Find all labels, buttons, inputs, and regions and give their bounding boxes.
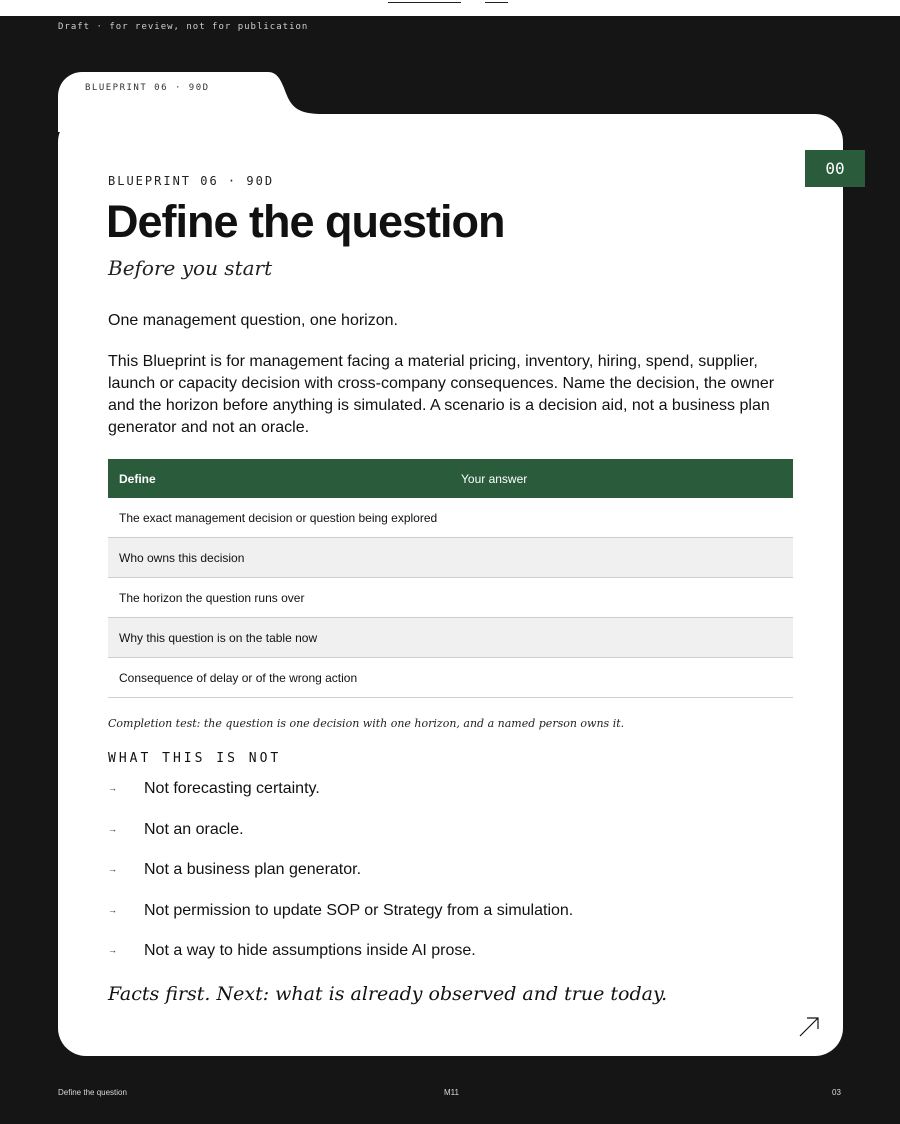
arrow-right-icon: → — [108, 904, 117, 915]
arrow-right-icon: → — [108, 864, 117, 874]
completion-test: Completion test: the question is one decision with one horizon, and a named person owns it. — [108, 717, 625, 730]
list-item — [108, 780, 788, 821]
not-list — [108, 780, 788, 983]
section-number-badge: 00 — [805, 150, 865, 187]
list-item-text: Not forecasting certainty. — [144, 780, 320, 797]
page-title: Define the question — [106, 196, 505, 247]
arrow-up-right-icon[interactable] — [798, 1016, 820, 1038]
table-header-define: Define — [119, 472, 156, 486]
list-item — [108, 902, 788, 943]
table-header — [108, 459, 793, 498]
not-section-heading: WHAT THIS IS NOT — [108, 751, 282, 766]
arrow-right-icon: → — [108, 823, 117, 834]
arrow-right-icon: → — [108, 945, 117, 955]
list-item-text: Not a way to hide assumptions inside AI prose. — [144, 942, 476, 959]
table-row-label: The horizon the question runs over — [119, 591, 305, 605]
list-item — [108, 861, 788, 902]
table-row-label: Who owns this decision — [119, 551, 245, 565]
table-row-label: Why this question is on the table now — [119, 631, 318, 645]
footer-module-code: M11 — [444, 1088, 459, 1097]
top-strip — [0, 0, 900, 16]
tab-label: BLUEPRINT 06 · 90D — [85, 83, 210, 93]
table-header-answer: Your answer — [461, 472, 528, 486]
list-item — [108, 942, 788, 983]
lead-text: One management question, one horizon. — [108, 312, 398, 329]
table-row[interactable] — [108, 578, 793, 618]
table-row[interactable] — [108, 658, 793, 698]
table-row-label: The exact management decision or question being explored — [119, 511, 438, 525]
list-item-text: Not an oracle. — [144, 820, 244, 838]
body-paragraph: This Blueprint is for management facing a material pricing, inventory, hiring, spend, supplier, launch or capacity decision with cross-company consequences. Name the decision, the owner and the horizon before anything is simulated. A scenario is a decision aid, not a business plan generator and not an oracle. — [108, 353, 775, 436]
footer-section-title: Define the question — [58, 1088, 127, 1097]
page-subtitle: Before you start — [108, 256, 273, 280]
list-item — [108, 821, 788, 862]
list-item-text: Not a business plan generator. — [144, 861, 362, 878]
list-item-text: Not permission to update SOP or Strategy from a simulation. — [144, 901, 574, 919]
top-tab-indicator-secondary — [485, 2, 508, 3]
table-row[interactable] — [108, 538, 793, 578]
closing-line: Facts first. Next: what is already observed and true today. — [108, 983, 668, 1005]
footer-page-number: 03 — [832, 1088, 841, 1097]
arrow-right-icon: → — [108, 783, 117, 793]
table-row-label: Consequence of delay or of the wrong action — [119, 671, 358, 685]
table-row[interactable] — [108, 498, 793, 538]
top-tab-indicator — [388, 2, 461, 3]
draft-note: Draft · for review, not for publication — [58, 22, 309, 32]
section-kicker: BLUEPRINT 06 · 90D — [108, 174, 275, 188]
page-background — [0, 16, 900, 1124]
table-row[interactable] — [108, 618, 793, 658]
define-table — [108, 459, 793, 698]
